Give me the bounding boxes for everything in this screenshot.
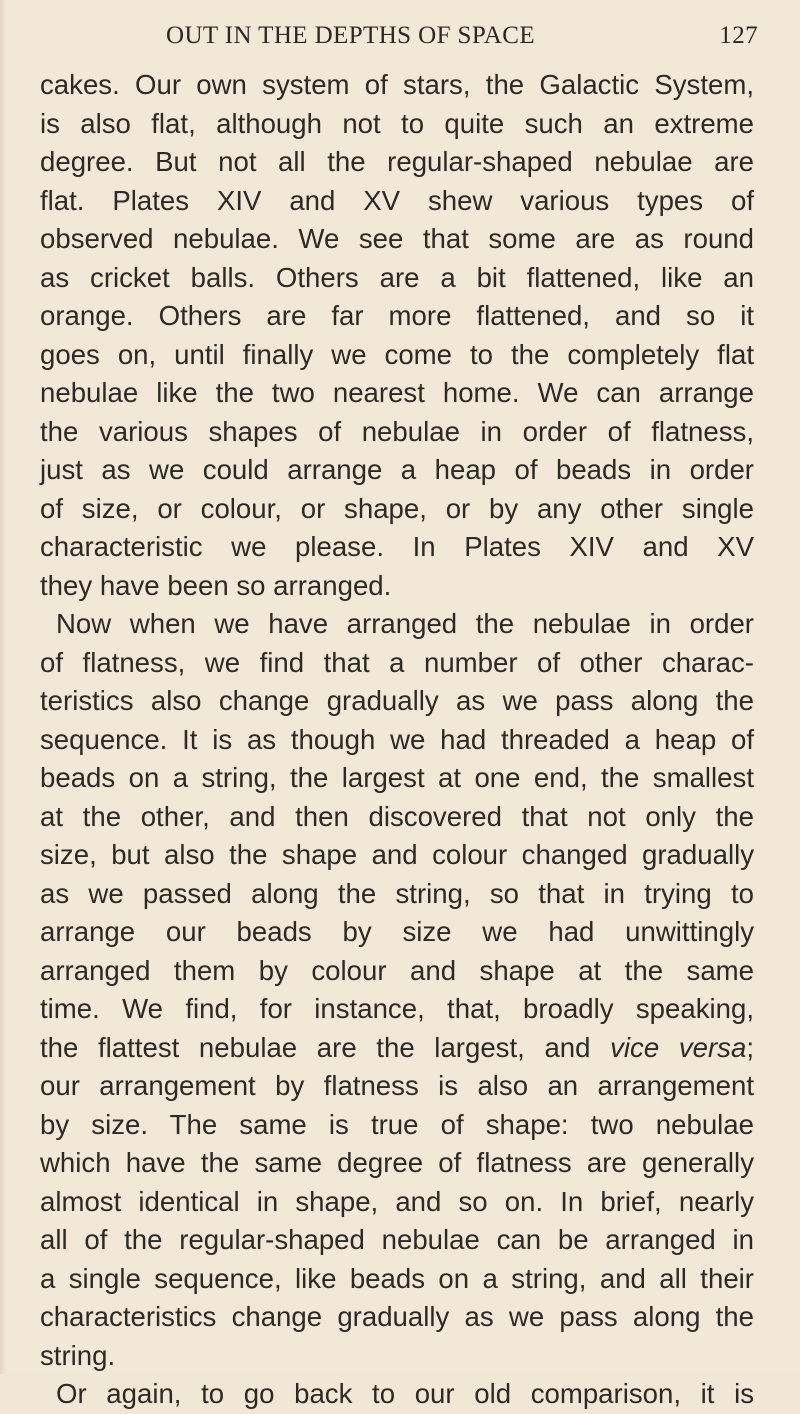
text-line-24: arranged them by colour and shape at the same (40, 954, 754, 986)
text-line-29: which have the same degree of flatness are generally (40, 1147, 754, 1178)
text-line-7: orange. Others are far more flattened, and so it (40, 300, 754, 331)
text-line-28: by size. The same is true of shape: two nebulae (40, 1108, 754, 1140)
text-line-5: observed nebulae. We see that some are as round (40, 223, 754, 254)
text-line-31: all of the regular-shaped nebulae can be arranged in (40, 1224, 754, 1255)
text-line-13: characteristic we please. In Plates XIV and XV (40, 531, 754, 562)
text-line-6: as cricket balls. Others are a bit flattened, like an (40, 261, 754, 293)
text-line-3: degree. But not all the regular-shaped nebulae are (40, 146, 754, 177)
page-number: 127 (719, 22, 758, 49)
text-line-1: cakes. Our own system of stars, the Galactic System, (40, 69, 754, 100)
text-line-35: Or again, to go back to our old comparison, it is (56, 1378, 754, 1409)
text-line-23: arrange our beads by size we had unwittingly (40, 916, 754, 947)
body-text (40, 66, 754, 1414)
text-line-4: flat. Plates XIV and XV shew various types of (40, 184, 754, 216)
page-header (166, 22, 758, 58)
running-title: OUT IN THE DEPTHS OF SPACE (166, 22, 536, 49)
text-line-33: characteristics change gradually as we pass along the (40, 1301, 754, 1332)
text-line-19: beads on a string, the largest at one end, the smallest (40, 762, 754, 793)
text-line-20: at the other, and then discovered that not only the (40, 800, 754, 832)
text-line-11: just as we could arrange a heap of beads in order (40, 454, 754, 485)
text-line-8: goes on, until finally we come to the completely flat (40, 338, 754, 370)
text-line-12: of size, or colour, or shape, or by any other single (40, 492, 754, 524)
page-edge-shadow (0, 0, 7, 1374)
text-line-14: they have been so arranged. (40, 569, 392, 601)
text-line-22: as we passed along the string, so that in trying to (40, 877, 754, 909)
italic-phrase: vice versa (610, 1031, 747, 1063)
text-line-34: string. (40, 1339, 116, 1371)
text-line-9: nebulae like the two nearest home. We can arrange (40, 377, 754, 408)
text-line-32: a single sequence, like beads on a string, and all their (40, 1262, 754, 1294)
text-line-17: teristics also change gradually as we pass along the (40, 685, 754, 716)
text-line-16: of flatness, we find that a number of other charac- (40, 646, 754, 678)
text-line-2: is also flat, although not to quite such an extreme (40, 107, 754, 139)
text-line-15: Now when we have arranged the nebulae in order (56, 608, 754, 639)
text-line-27: our arrangement by flatness is also an arrangement (40, 1070, 754, 1101)
text-line-18: sequence. It is as though we had threaded a heap of (40, 723, 754, 755)
text-line-26: the flattest nebulae are the largest, and vice versa; (40, 1031, 754, 1063)
text-line-25: time. We find, for instance, that, broadly speaking, (40, 993, 754, 1024)
text-line-30: almost identical in shape, and so on. In brief, nearly (40, 1185, 754, 1217)
text-line-21: size, but also the shape and colour changed gradually (40, 839, 754, 870)
text-line-10: the various shapes of nebulae in order of flatness, (40, 415, 754, 447)
